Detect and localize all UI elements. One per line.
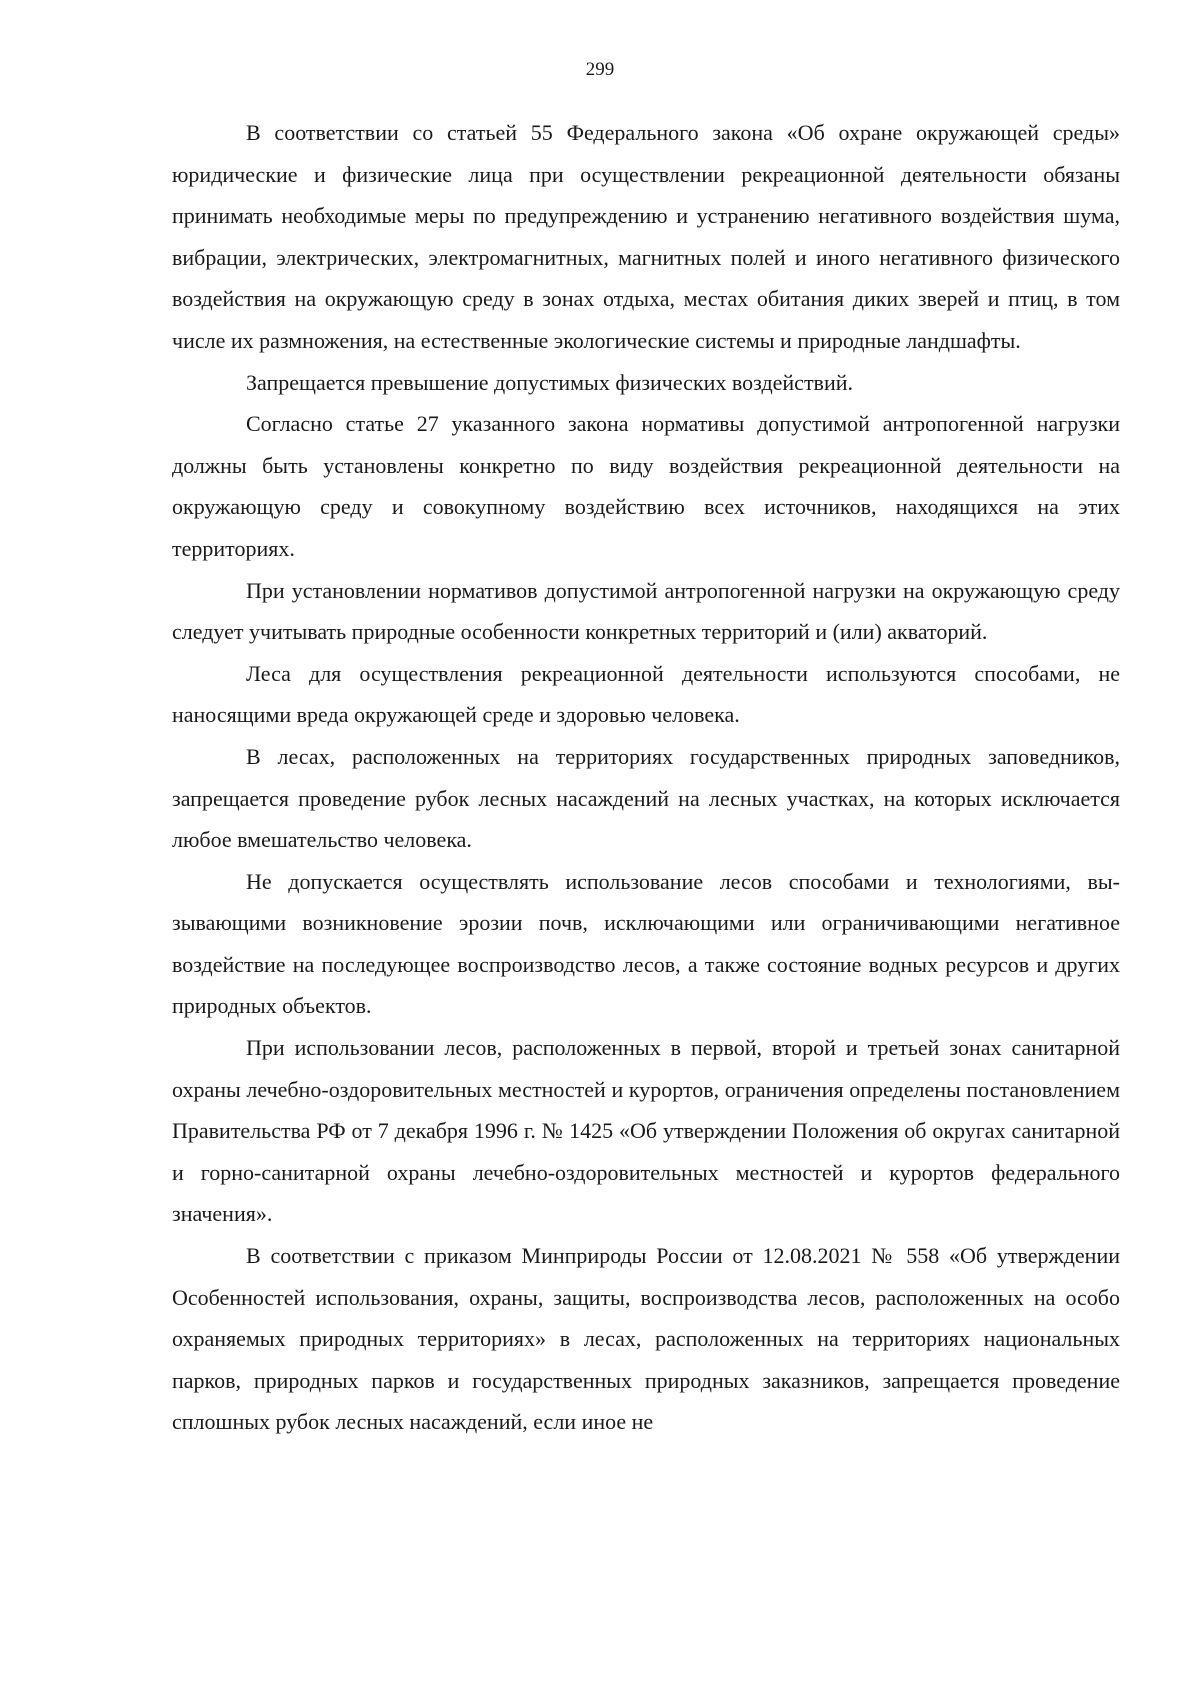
paragraph-natural-features: При установлении нормативов допустимой антропогенной нагрузки на окружающую среду следует учитывать природные особенности конкретных территорий и (или) акваторий. [172,577,1120,645]
paragraph-recreational-forest-use: Леса для осуществления рекреационной деятельности используются способами, не наносящими вреда окружающей среде и здоровью человека. [172,660,1120,728]
paragraph-nature-reserves: В лесах, расположенных на территориях государственных природных заповедников, запрещается проведение рубок лесных насаждений на лесных участках, на которых исключается любое вмешательство человека. [172,743,1120,853]
page-number: 299 [585,59,615,80]
paragraph-sanitary-zones: При использовании лесов, расположенных в первой, второй и третьей зонах санитарной охраны лечебно-оздоровительных местностей и курортов, ограничения определены постановлением Правительства РФ от 7 декабря 1996 г. № 1425 «Об утверждении Положения об округах санитарной и горно-санитарной охраны лечебно-оздоровительных местностей и курортов федерального значения». [172,1035,1120,1227]
body-text [172,112,1120,1443]
paragraph-noise-regulation: В соответствии со статьей 55 Федерального закона «Об охране окружающей среды» юридические и физические лица при осуществлении рекреационной деятельности обязаны принимать необходимые меры по предупреждению и устранению негативного воздействия шума, вибрации, электрических, электромагнитных, магнитных полей и иного негативного физического воздействия на окружающую среду в зонах отдыха, местах обитания диких зверей и птиц, в том числе их размножения, на естественные экологические системы и природные ландшафты. [172,120,1120,353]
paragraph-anthropogenic-load-norms: Согласно статье 27 указанного закона нормативы допустимой антропогенной нагрузки должны быть установлены конкретно по виду воздействия рекреационной деятельности на окружающую среду и совокупному воздействию всех источников, находящихся на этих территориях. [172,411,1120,561]
paragraph-erosion-prohibition: Не допускается осуществлять использование лесов способами и технологиями, вызывающими возникновение эрозии почв, исключающими или ограничивающими негативное воздействие на последующее воспроизводство лесов, а также состояние водных ресурсов и других природных объектов. [172,868,1120,1019]
paragraph-ministry-order: В соответствии с приказом Минприроды России от 12.08.2021 № 558 «Об утверждении Особенностей использования, охраны, защиты, воспроизводства лесов, расположенных на особо охраняемых природных территориях» в лесах, расположенных на территориях национальных парков, природных парков и государственных природных заказников, запрещается проведение сплошных рубок лесных насаждений, если иное не [172,1243,1120,1435]
paragraph-physical-impact-ban: Запрещается превышение допустимых физических воздействий. [246,369,853,395]
